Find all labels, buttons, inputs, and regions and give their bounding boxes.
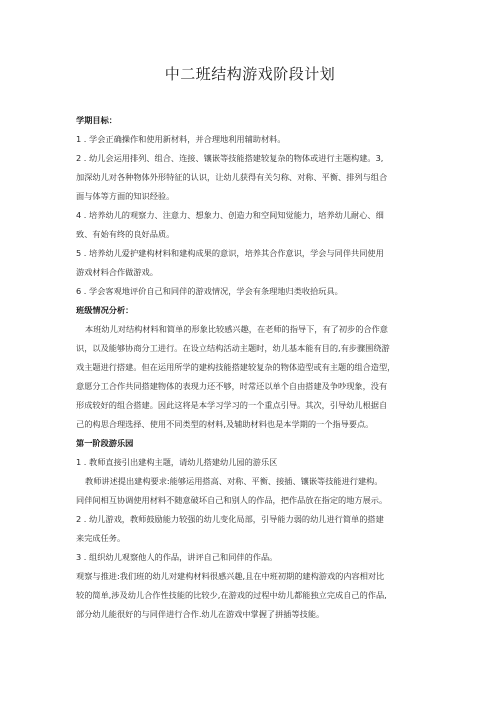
text-line: 形成较好的组合搭建。因此这将是本学习学习的一个重点引导。其次，引导幼儿根据自 — [76, 400, 388, 410]
text-line: 戏主题进行搭建。但在运用所学的建构技能搭建较复杂的物体造型或有主题的组合造型， — [76, 362, 396, 372]
text-line: 来完成任务。 — [76, 533, 126, 543]
text-line: 识，以及能够协商分工进行。在设立结构活动主题时，幼儿基本能有目的,有步骤围绕游 — [76, 343, 390, 353]
text-line: 2 . 幼儿游戏，教师鼓励能力较强的幼儿变化局部，引导能力弱的幼儿进行简单的搭建 — [76, 514, 384, 524]
document-title: 中二班结构游戏阶段计划 — [164, 65, 336, 83]
text-line: 较的简单,涉及幼儿合作性技能的比较少,在游戏的过程中幼儿都能独立完成自己的作品, — [76, 590, 387, 600]
section-heading: 第一阶段游乐园 — [76, 438, 134, 448]
text-line: 本班幼儿对结构材料和简单的形象比较感兴趣，在老师的指导下，有了初步的合作意 — [85, 324, 388, 334]
section-heading: 学期目标： — [76, 115, 117, 125]
text-line: 致、有始有终的良好品质。 — [76, 229, 175, 239]
text-line: 1 . 学会正确操作和使用新材料，并合理地利用辅助材料。 — [76, 134, 286, 144]
text-line: 己的构思合理选择、使用不同类型的材料,及辅助材料也是本学期的一个指导要点。 — [76, 419, 374, 429]
text-line: 教师讲述提出建构要求:能够运用搭高、对称、平衡、接插、镶嵌等技能进行建构。 — [85, 476, 383, 486]
text-line: 2 . 幼儿会运用排列、组合、连接、镶嵌等技能搭建较复杂的物体或进行主题构建。3, — [76, 153, 384, 163]
section-heading: 班级情况分析： — [76, 305, 134, 315]
text-line: 同伴间相互协调使用材料不随意破坏自己和别人的作品，把作品放在指定的地方展示。 — [76, 495, 388, 505]
text-line: 3 . 组织幼儿观察他人的作品，讲评自己和同伴的作品。 — [76, 552, 278, 562]
text-line: 部分幼儿能很好的与同伴进行合作.幼儿在游戏中掌握了拼插等技能。 — [76, 609, 325, 619]
text-line: 5 . 培养幼儿爱护建构材料和建构成果的意识，培养其合作意识，学会与同伴共同使用 — [76, 248, 384, 258]
text-line: 6 . 学会客观地评价自己和同伴的游戏情况，学会有条理地归类收拾玩具。 — [76, 286, 343, 296]
text-line: 意愿分工合作共同搭建物体的表现力还不够，时常还以单个自由搭建及争吵现象，没有 — [76, 381, 388, 391]
text-line: 面与体等方面的知识经验。 — [76, 191, 175, 201]
text-line: 观察与推进:我们班的幼儿对建构材料很感兴趣,且在中班初期的建构游戏的内容相对比 — [76, 571, 385, 581]
text-line: 4 . 培养幼儿的观察力、注意力、想象力、创造力和空间知觉能力，培养幼儿耐心、细 — [76, 210, 384, 220]
text-line: 加深幼儿对各种物体外形特征的认识，让幼儿获得有关匀称、对称、平衡、排列与组合 — [76, 172, 388, 182]
text-line: 1 . 教师直接引出建构主题，请幼儿搭建幼儿园的游乐区 — [76, 457, 278, 467]
text-line: 游戏材料合作做游戏。 — [76, 267, 158, 277]
